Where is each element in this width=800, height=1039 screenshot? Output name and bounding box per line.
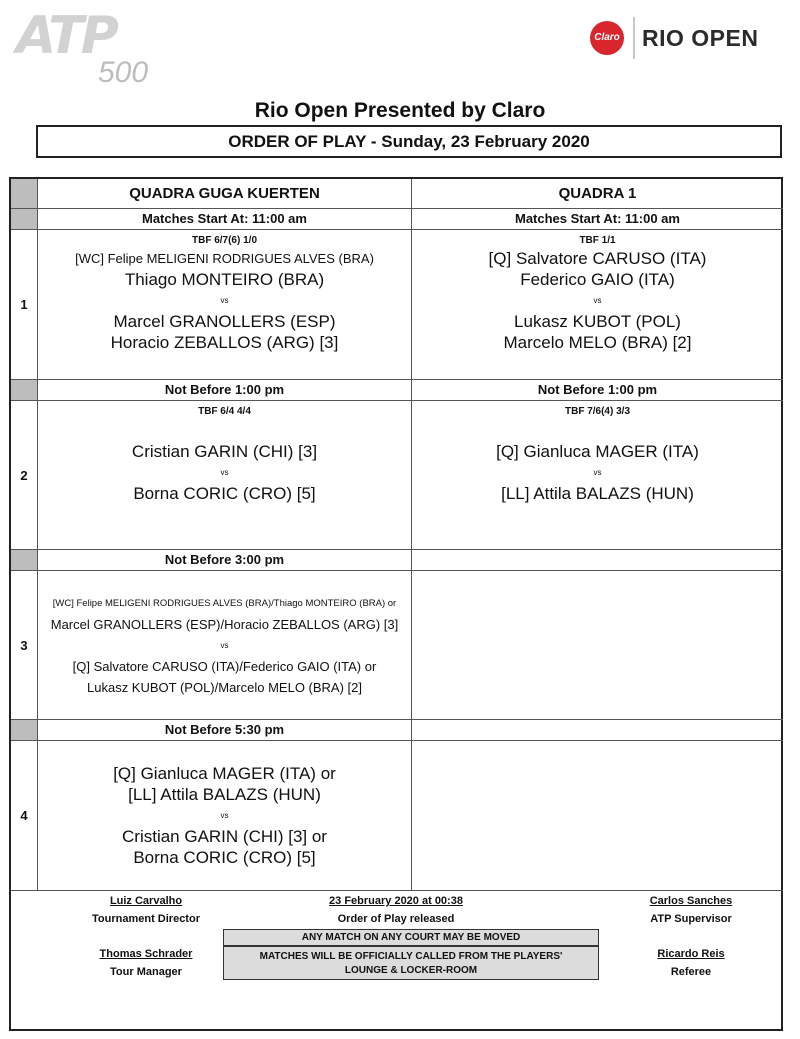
claro-logo: Claro	[590, 21, 624, 55]
player-line: [LL] Attila BALAZS (HUN)	[501, 484, 694, 503]
match-cell	[38, 230, 412, 380]
vs-label: vs	[220, 811, 229, 820]
referee-name: Ricardo Reis	[657, 948, 725, 960]
notice-lounge-line-1: MATCHES WILL BE OFFICIALLY CALLED FROM THE PLAYERS'	[259, 951, 563, 962]
match-status: TBF 1/1	[579, 235, 616, 246]
start-time-left: Matches Start At: 11:00 am	[38, 209, 412, 230]
round-number: 4	[11, 741, 38, 891]
match-status: TBF 6/7(6) 1/0	[191, 235, 258, 246]
player-line: [WC] Felipe MELIGENI RODRIGUES ALVES (BRA)	[75, 251, 374, 266]
notice-move: ANY MATCH ON ANY COURT MAY BE MOVED	[223, 929, 599, 946]
notice-lounge-line-2: LOUNGE & LOCKER-ROOM	[344, 965, 478, 976]
round-number: 1	[11, 230, 38, 380]
match-cell	[412, 401, 783, 550]
player-line: Marcel GRANOLLERS (ESP)	[113, 312, 336, 331]
logo-divider	[633, 17, 635, 59]
release-text: Order of Play released	[337, 913, 455, 925]
player-line: [Q] Salvatore CARUSO (ITA)/Federico GAIO (ITA) or	[72, 659, 377, 674]
vs-label: vs	[220, 468, 229, 477]
rio-open-logo-text: RIO OPEN	[642, 25, 759, 51]
court-header-right: QUADRA 1	[412, 179, 783, 209]
match-cell	[38, 741, 412, 891]
player-line: Borna CORIC (CRO) [5]	[133, 484, 316, 503]
player-line: Lukasz KUBOT (POL)/Marcelo MELO (BRA) [2]	[87, 680, 362, 695]
row-gap-cell	[11, 380, 38, 401]
signature-footer	[11, 891, 781, 1029]
player-line: Cristian GARIN (CHI) [3]	[131, 442, 318, 461]
player-line: [Q] Gianluca MAGER (ITA) or	[113, 764, 336, 783]
row-gap-cell	[11, 209, 38, 230]
player-line: [LL] Attila BALAZS (HUN)	[128, 785, 321, 804]
director-name: Luiz Carvalho	[109, 895, 183, 907]
player-line: Marcelo MELO (BRA) [2]	[503, 333, 692, 352]
supervisor-role: ATP Supervisor	[650, 913, 732, 925]
match-cell	[412, 230, 783, 380]
atp-logo-number: 500	[98, 56, 149, 89]
row-gap-cell	[11, 720, 38, 741]
player-line: [Q] Gianluca MAGER (ITA)	[496, 442, 699, 461]
notice-lounge	[223, 946, 599, 980]
empty-match-cell	[412, 741, 783, 891]
player-line: Thiago MONTEIRO (BRA)	[124, 270, 325, 289]
start-time-right	[412, 720, 783, 741]
start-time-right	[412, 550, 783, 571]
rio-open-logo	[590, 17, 765, 61]
vs-label: vs	[220, 296, 229, 305]
round-number: 3	[11, 571, 38, 720]
corner-cell	[11, 179, 38, 209]
atp-500-logo	[16, 6, 161, 90]
referee-role: Referee	[670, 966, 712, 978]
player-line: [WC] Felipe MELIGENI RODRIGUES ALVES (BRA)/Thiago MONTEIRO (BRA) or	[52, 598, 397, 609]
start-time-right: Matches Start At: 11:00 am	[412, 209, 783, 230]
order-of-play-table	[9, 177, 783, 1031]
manager-name: Thomas Schrader	[99, 948, 193, 960]
empty-match-cell	[412, 571, 783, 720]
player-line: [Q] Salvatore CARUSO (ITA)	[488, 249, 707, 268]
player-line: Lukasz KUBOT (POL)	[514, 312, 681, 331]
match-cell	[38, 571, 412, 720]
match-status	[38, 745, 411, 759]
round-number: 2	[11, 401, 38, 550]
start-time-left: Not Before 1:00 pm	[38, 380, 412, 401]
match-cell	[38, 401, 412, 550]
player-line: Marcel GRANOLLERS (ESP)/Horacio ZEBALLOS (ARG) [3]	[50, 617, 399, 632]
court-header-left: QUADRA GUGA KUERTEN	[38, 179, 412, 209]
vs-label: vs	[593, 468, 602, 477]
player-line: Horacio ZEBALLOS (ARG) [3]	[110, 333, 339, 352]
match-status	[38, 575, 411, 589]
vs-label: vs	[220, 641, 229, 650]
start-time-right: Not Before 1:00 pm	[412, 380, 783, 401]
order-of-play-subtitle: ORDER OF PLAY - Sunday, 23 February 2020	[36, 125, 782, 158]
match-status: TBF 7/6(4) 3/3	[564, 406, 631, 417]
vs-label: vs	[593, 296, 602, 305]
supervisor-name: Carlos Sanches	[649, 895, 733, 907]
director-role: Tournament Director	[92, 913, 200, 925]
document-title: Rio Open Presented by Claro	[254, 99, 546, 122]
match-status: TBF 6/4 4/4	[198, 406, 251, 417]
atp-logo-text: ATP	[16, 6, 116, 66]
player-line: Cristian GARIN (CHI) [3] or	[122, 827, 327, 846]
start-time-left: Not Before 5:30 pm	[38, 720, 412, 741]
start-time-left: Not Before 3:00 pm	[38, 550, 412, 571]
row-gap-cell	[11, 550, 38, 571]
manager-role: Tour Manager	[110, 966, 182, 978]
player-line: Federico GAIO (ITA)	[520, 270, 675, 289]
release-date: 23 February 2020 at 00:38	[329, 895, 463, 907]
player-line: Borna CORIC (CRO) [5]	[133, 848, 316, 867]
